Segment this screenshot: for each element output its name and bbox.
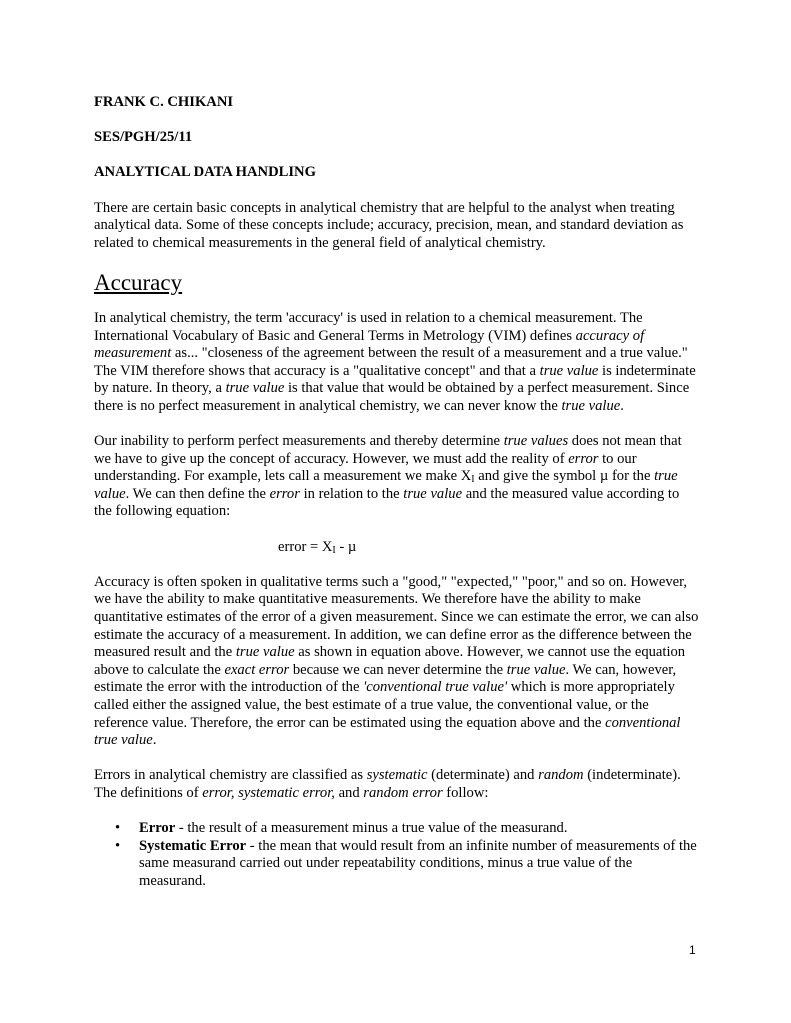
- p4-run: random error: [363, 784, 443, 801]
- p2-run: true value: [94, 468, 678, 502]
- p2-run: true value: [403, 485, 463, 502]
- p4-run: random: [538, 767, 584, 784]
- paragraph-3: [94, 574, 700, 750]
- definition-list: [94, 820, 700, 890]
- p1-run: accuracy of measurement: [94, 327, 645, 362]
- paragraph-2: [94, 433, 700, 521]
- p1-run: .: [620, 397, 624, 414]
- p1-run: is indeterminate by nature. In theory, a: [94, 362, 696, 397]
- definition-systematic-error: - the mean that would result from an infinite number of measurements of the same measurand carried out under repeatability conditions, minus a true value of the measurand.: [139, 837, 697, 889]
- p4-run: (determinate) and: [427, 767, 539, 784]
- document-title: ANALYTICAL DATA HANDLING: [94, 164, 316, 181]
- bullet-icon: •: [115, 820, 121, 837]
- bullet-icon: •: [115, 837, 121, 854]
- section-heading-accuracy: Accuracy: [94, 269, 183, 295]
- equation-run: - µ: [335, 538, 357, 555]
- p3-run: . We can, however, estimate the error with the introduction of the: [94, 661, 677, 696]
- p2-run: error: [269, 485, 300, 502]
- p4-run: error, systematic error,: [202, 784, 335, 801]
- author-name: FRANK C. CHIKANI: [94, 94, 234, 110]
- p2-run: and give the symbol µ for the: [474, 468, 655, 485]
- p1-run: as... "closeness of the agreement between the result of a measurement and a true value." The VIM therefore shows that accuracy is a "qualitative concept" and that a: [94, 345, 688, 379]
- p2-run: true values: [503, 433, 569, 450]
- p4-run: follow:: [442, 784, 489, 801]
- term-error: Error: [139, 820, 176, 837]
- term-systematic-error: Systematic Error: [139, 837, 247, 854]
- p4-run: and: [334, 784, 364, 801]
- list-item-systematic-error: [94, 838, 700, 891]
- p3-run: true value: [506, 661, 566, 678]
- p1-run: is that value that would be obtained by a perfect measurement. Since there is no perfect measurement in analytical chemistry, we can never know the: [94, 380, 690, 414]
- p3-run: because we can never determine the: [289, 661, 507, 678]
- p1-run: In analytical chemistry, the term 'accuracy' is used in relation to a chemical measurement. The International Vocabulary of Basic and General Terms in Metrology (VIM) defines: [94, 309, 643, 344]
- equation-run: I: [332, 544, 336, 556]
- p3-run: which is more appropriately called either the assigned value, the best estimate of a true value, the conventional value, or the reference value. Therefore, the error can be estimated using the equation above and the: [94, 679, 675, 731]
- p3-run: as shown in equation above. However, we cannot use the equation above to calculate the: [94, 644, 686, 678]
- page-number: 1: [689, 943, 696, 957]
- equation-run: error = X: [278, 538, 333, 555]
- definition-error: - the result of a measurement minus a true value of the measurand.: [175, 820, 568, 837]
- p3-run: .: [152, 732, 157, 749]
- list-item-error: [94, 820, 700, 838]
- p2-run: does not mean that we have to give up the concept of accuracy. However, we must add the reality of: [94, 433, 682, 467]
- p2-run: in relation to the: [299, 485, 404, 502]
- p4-run: Errors in analytical chemistry are classified as: [94, 767, 367, 784]
- p1-run: true value: [225, 380, 285, 397]
- p3-run: 'conventional true value': [363, 679, 508, 696]
- error-equation: [94, 539, 700, 557]
- p4-run: (indeterminate). The definitions of: [94, 767, 681, 801]
- paragraph-1: [94, 310, 700, 416]
- p2-run: . We can then define the: [125, 485, 270, 502]
- paragraph-4: [94, 767, 700, 802]
- document-body: [94, 94, 700, 891]
- p2-run: Our inability to perform perfect measurements and thereby determine: [94, 433, 504, 450]
- p4-run: systematic: [366, 767, 428, 784]
- p1-run: true value: [539, 362, 599, 379]
- p2-run: error: [568, 450, 599, 467]
- p2-run: to our understanding. For example, lets call a measurement we make X: [94, 450, 637, 485]
- p2-run: and the measured value according to the following equation:: [94, 485, 680, 520]
- intro-paragraph: There are certain basic concepts in analytical chemistry that are helpful to the analyst when treating analytical data. Some of these concepts include; accuracy, precision, mean, and standard deviation as related to chemical measurements in the general field of analytical chemistry.: [94, 199, 684, 251]
- p3-run: conventional true value: [94, 714, 681, 749]
- p3-run: exact error: [224, 661, 290, 678]
- p2-run: I: [471, 474, 475, 486]
- p3-run: Accuracy is often spoken in qualitative terms such a "good," "expected," "poor," and so on. However, we have the ability to make quantitative measurements. We therefore have the ability to make quantitative estimates of the error of a given measurement. Since we can estimate the error, we can also estimate the accuracy of a measurement. In addition, we can define error as the difference between the measured result and the: [94, 573, 699, 661]
- document-id: SES/PGH/25/11: [94, 129, 193, 146]
- p3-run: true value: [235, 644, 295, 661]
- p1-run: true value: [561, 397, 621, 414]
